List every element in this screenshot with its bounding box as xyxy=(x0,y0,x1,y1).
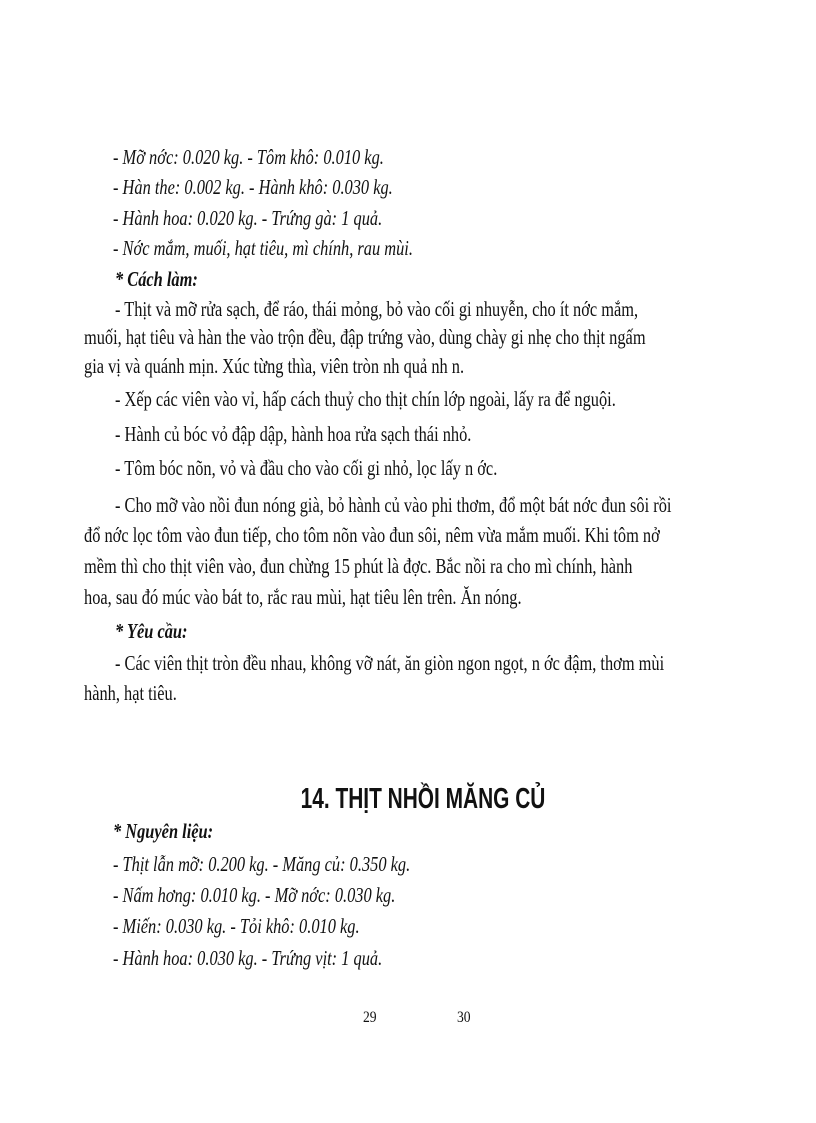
ingredient-line-3: - Hành hoa: 0.020 kg. - Trứng gà: 1 quả. xyxy=(113,206,383,230)
recipe-ingredient-line-1: - Thịt lẫn mỡ: 0.200 kg. - Măng củ: 0.350 kg. xyxy=(113,852,411,876)
method-line-4: - Xếp các viên vào vỉ, hấp cách thuỷ cho thịt chín lớp ngoài, lấy ra để nguội. xyxy=(115,387,616,411)
ingredient-line-1: - Mỡ nớc: 0.020 kg. - Tôm khô: 0.010 kg. xyxy=(113,145,384,169)
page-number-left: 29 xyxy=(363,1009,377,1026)
recipe-ingredient-line-2: - Nấm hơng: 0.010 kg. - Mỡ nớc: 0.030 kg. xyxy=(113,883,396,907)
ingredient-line-2: - Hàn the: 0.002 kg. - Hành khô: 0.030 kg. xyxy=(113,175,393,199)
ingredient-line-4: - Nớc mắm, muối, hạt tiêu, mì chính, rau mùi. xyxy=(113,236,413,260)
method-line-7: - Cho mỡ vào nồi đun nóng già, bỏ hành củ vào phi thơm, đổ một bát nớc đun sôi rồi xyxy=(115,493,672,517)
requirement-line-2: hành, hạt tiêu. xyxy=(84,681,177,705)
method-line-2: muối, hạt tiêu và hàn the vào trộn đều, đập trứng vào, dùng chày gi nhẹ cho thịt ngấm xyxy=(84,325,646,349)
method-line-9: mềm thì cho thịt viên vào, đun chừng 15 phút là đợc. Bắc nồi ra cho mì chính, hành xyxy=(84,554,633,578)
page-number-right: 30 xyxy=(457,1009,471,1026)
recipe-ingredient-line-3: - Miến: 0.030 kg. - Tỏi khô: 0.010 kg. xyxy=(113,914,360,938)
method-line-1: - Thịt và mỡ rửa sạch, để ráo, thái mỏng, bỏ vào cối gi nhuyễn, cho ít nớc mắm, xyxy=(115,297,639,321)
method-line-3: gia vị và quánh mịn. Xúc từng thìa, viên tròn nh quả nh n. xyxy=(84,354,465,378)
method-line-8: đổ nớc lọc tôm vào đun tiếp, cho tôm nõn vào đun sôi, nêm vừa mắm muối. Khi tôm nở xyxy=(84,523,660,547)
method-line-10: hoa, sau đó múc vào bát to, rắc rau mùi, hạt tiêu lên trên. Ăn nóng. xyxy=(84,585,522,609)
method-heading: * Cách làm: xyxy=(115,267,198,291)
requirement-heading: * Yêu cầu: xyxy=(115,619,188,643)
requirement-line-1: - Các viên thịt tròn đều nhau, không vỡ nát, ăn giòn ngon ngọt, n ớc đậm, thơm mùi xyxy=(115,651,665,675)
ingredients-heading: * Nguyên liệu: xyxy=(113,819,214,843)
method-line-6: - Tôm bóc nõn, vỏ và đầu cho vào cối gi nhỏ, lọc lấy n ớc. xyxy=(115,456,498,480)
method-line-5: - Hành củ bóc vỏ đập dập, hành hoa rửa sạch thái nhỏ. xyxy=(115,422,472,446)
recipe-title: 14. THỊT NHỒI MĂNG CỦ xyxy=(300,783,546,815)
recipe-ingredient-line-4: - Hành hoa: 0.030 kg. - Trứng vịt: 1 quả. xyxy=(113,946,383,970)
